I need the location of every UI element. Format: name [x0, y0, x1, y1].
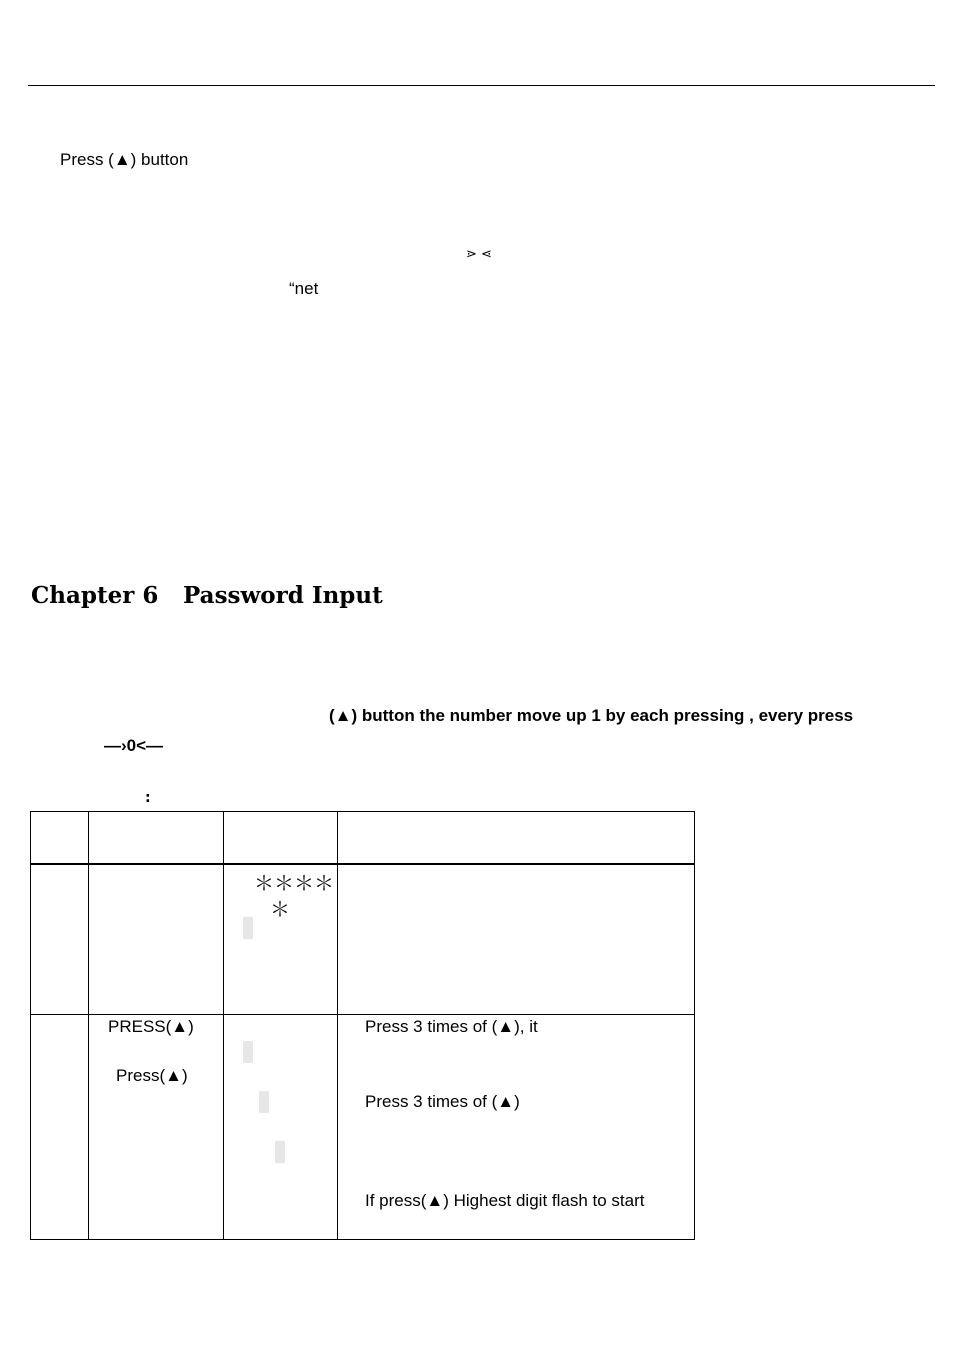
table-header-row: [31, 812, 695, 864]
description-press-3-times: Press 3 times of (▲): [365, 1092, 520, 1111]
header-cell-description: [338, 812, 695, 864]
chapter-title: Password Input: [183, 582, 383, 609]
description-highest-digit-flash: If press(▲) Highest digit flash to start: [365, 1191, 645, 1210]
password-steps-table: [30, 811, 695, 1240]
net-fragment-text: “net: [289, 279, 319, 298]
row1-description-cell: [338, 864, 695, 1015]
colon-mark: :: [145, 790, 151, 806]
row1-display-cell: [224, 864, 338, 1015]
table-row: [31, 1015, 695, 1240]
row2-operation-cell: [89, 1015, 224, 1240]
row1-operation-cell: [89, 864, 224, 1015]
row2-step-cell: [31, 1015, 89, 1240]
instruction-line-2: —›0<—: [104, 736, 164, 755]
digit-cursor: [275, 1141, 285, 1163]
operation-press-1: PRESS(▲): [108, 1017, 194, 1036]
press-up-instruction: Press (▲) button: [60, 150, 189, 169]
digit-cursor: [259, 1091, 269, 1113]
description-press-3-times-it: Press 3 times of (▲), it: [365, 1017, 538, 1036]
row1-step-cell: [31, 864, 89, 1015]
operation-press-2: Press(▲): [116, 1066, 188, 1085]
password-mask-line-2: ＊: [270, 896, 290, 921]
table-row: [31, 864, 695, 1015]
header-cell-step: [31, 812, 89, 864]
row2-display-cell: [224, 1015, 338, 1240]
row2-description-cell: [338, 1015, 695, 1240]
chapter-number: Chapter 6: [31, 582, 159, 609]
header-rule: [28, 85, 935, 86]
digit-cursor: [243, 917, 253, 939]
header-cell-operation: [89, 812, 224, 864]
instruction-line-1: (▲) button the number move up 1 by each pressing , every press: [329, 706, 854, 725]
arrow-markers: ⋗ ⋖: [466, 247, 492, 262]
digit-cursor: [243, 1041, 253, 1063]
header-cell-display: [224, 812, 338, 864]
password-mask-line-1: ＊＊＊＊: [254, 870, 334, 895]
